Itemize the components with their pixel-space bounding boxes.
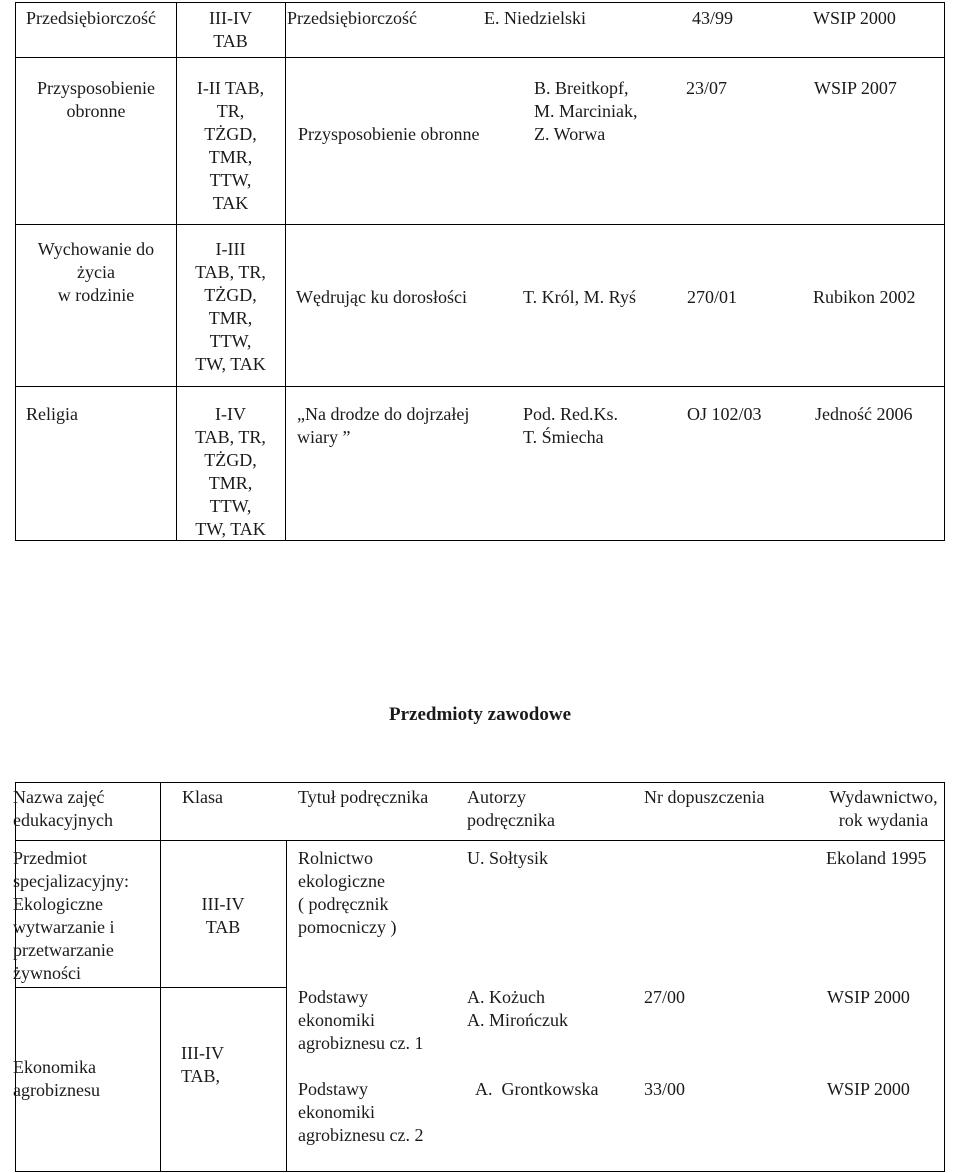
classes: TMR, xyxy=(208,147,253,167)
title-cell: ekonomiki xyxy=(298,1010,375,1030)
title-cell: Przedsiębiorczość xyxy=(287,8,417,28)
title-cell: Wędrując ku dorosłości xyxy=(296,287,467,307)
header-authors: Autorzy xyxy=(467,787,526,807)
title-cell: ekologiczne xyxy=(298,871,385,891)
header-subject: edukacyjnych xyxy=(13,810,113,830)
title-cell: Przysposobienie obronne xyxy=(298,124,480,144)
header-publisher: Wydawnictwo, xyxy=(829,787,938,807)
classes: TTW, xyxy=(209,496,252,516)
top-subjects-table xyxy=(15,2,945,541)
column-divider xyxy=(286,840,287,1171)
header-authors: podręcznika xyxy=(467,810,555,830)
title-cell: „Na drodze do dojrzałej xyxy=(297,404,470,424)
class-level: I-IV xyxy=(215,404,246,424)
row-divider xyxy=(16,987,286,988)
title-cell: Podstawy xyxy=(298,1079,369,1099)
authors-cell: A. Mirończuk xyxy=(467,1010,568,1030)
classes: TAB xyxy=(213,31,248,51)
classes: TAB, TR, xyxy=(195,262,266,282)
publisher-cell: WSIP 2000 xyxy=(827,987,910,1007)
authors-cell: T. Król, M. Ryś xyxy=(523,287,636,307)
classes: TTW, xyxy=(209,331,252,351)
subject-cell: specjalizacyjny: xyxy=(13,871,129,891)
subject-cell: przetwarzanie xyxy=(13,940,114,960)
class-level: I-II TAB, xyxy=(196,78,265,98)
authors-cell: E. Niedzielski xyxy=(484,8,586,28)
publisher-cell: Ekoland 1995 xyxy=(826,848,927,868)
subject-cell: żywności xyxy=(13,963,81,983)
classes: TŻGD, xyxy=(204,450,257,470)
header-subject: Nazwa zajęć xyxy=(13,787,105,807)
header-approval-number: Nr dopuszczenia xyxy=(644,787,765,807)
classes: TAK xyxy=(212,193,249,213)
authors-cell: U. Sołtysik xyxy=(467,848,549,868)
header-class: Klasa xyxy=(182,787,223,807)
classes: TW, TAK xyxy=(195,354,266,374)
title-cell: Rolnictwo xyxy=(298,848,373,868)
publisher-year: Jedność 2006 xyxy=(815,404,913,424)
classes: TŻGD, xyxy=(204,285,257,305)
title-cell: agrobiznesu cz. 2 xyxy=(298,1125,424,1145)
subject-cell: Przysposobienie xyxy=(37,78,155,98)
subject-cell: Religia xyxy=(26,404,78,424)
row-divider xyxy=(16,840,944,841)
subject-cell: w rodzinie xyxy=(57,285,135,305)
header-publisher: rok wydania xyxy=(838,810,929,830)
row-divider xyxy=(16,386,944,387)
title-cell: agrobiznesu cz. 1 xyxy=(298,1033,424,1053)
class-cell: III-IV xyxy=(201,894,245,914)
approval-number: 23/07 xyxy=(686,78,728,98)
subject-cell: Przedsiębiorczość xyxy=(26,8,156,28)
vocational-subjects-table xyxy=(15,782,945,1172)
subject-cell: agrobiznesu xyxy=(13,1080,100,1100)
subject-cell: Ekologiczne xyxy=(13,894,103,914)
publisher-year: WSIP 2000 xyxy=(813,8,896,28)
subject-cell: Przedmiot xyxy=(13,848,87,868)
publisher-year: WSIP 2007 xyxy=(814,78,897,98)
subject-cell: obronne xyxy=(66,101,126,121)
row-divider xyxy=(16,224,944,225)
class-cell: TAB xyxy=(205,917,241,937)
approval-number: OJ 102/03 xyxy=(687,404,762,424)
classes: TAB, TR, xyxy=(195,427,266,447)
approval-number: 27/00 xyxy=(644,987,686,1007)
section-heading: Przedmioty zawodowe xyxy=(388,704,572,725)
approval-number: 33/00 xyxy=(644,1079,686,1099)
class-cell: TAB, xyxy=(181,1066,221,1086)
class-level: I-III xyxy=(215,239,246,259)
title-cell: pomocniczy ) xyxy=(298,917,397,937)
class-cell: III-IV xyxy=(181,1043,224,1063)
subject-cell: Wychowanie do xyxy=(37,239,155,259)
title-cell: wiary ” xyxy=(297,427,351,447)
subject-cell: życia xyxy=(77,262,115,282)
classes: TR, xyxy=(216,101,245,121)
authors-cell: B. Breitkopf, xyxy=(534,78,629,98)
title-cell: ekonomiki xyxy=(298,1102,375,1122)
class-level: III-IV xyxy=(209,8,252,28)
subject-cell: Ekonomika xyxy=(13,1057,96,1077)
classes: TŻGD, xyxy=(204,124,257,144)
authors-cell: T. Śmiecha xyxy=(523,427,604,447)
classes: TMR, xyxy=(208,308,253,328)
authors-cell: Z. Worwa xyxy=(534,124,606,144)
column-divider xyxy=(160,783,161,1171)
column-divider xyxy=(285,3,286,540)
classes: TMR, xyxy=(208,473,253,493)
approval-number: 43/99 xyxy=(692,8,734,28)
publisher-cell: WSIP 2000 xyxy=(827,1079,910,1099)
header-title: Tytuł podręcznika xyxy=(298,787,429,807)
row-divider xyxy=(16,57,944,58)
authors-cell: A. Kożuch xyxy=(467,987,545,1007)
subject-cell: wytwarzanie i xyxy=(13,917,115,937)
title-cell: Podstawy xyxy=(298,987,369,1007)
approval-number: 270/01 xyxy=(687,287,738,307)
publisher-year: Rubikon 2002 xyxy=(813,287,916,307)
title-cell: ( podręcznik xyxy=(298,894,389,914)
authors-cell: Pod. Red.Ks. xyxy=(523,404,619,424)
classes: TTW, xyxy=(209,170,252,190)
authors-cell: M. Marciniak, xyxy=(534,101,638,121)
classes: TW, TAK xyxy=(195,519,266,539)
authors-cell: A. Grontkowska xyxy=(475,1079,599,1099)
